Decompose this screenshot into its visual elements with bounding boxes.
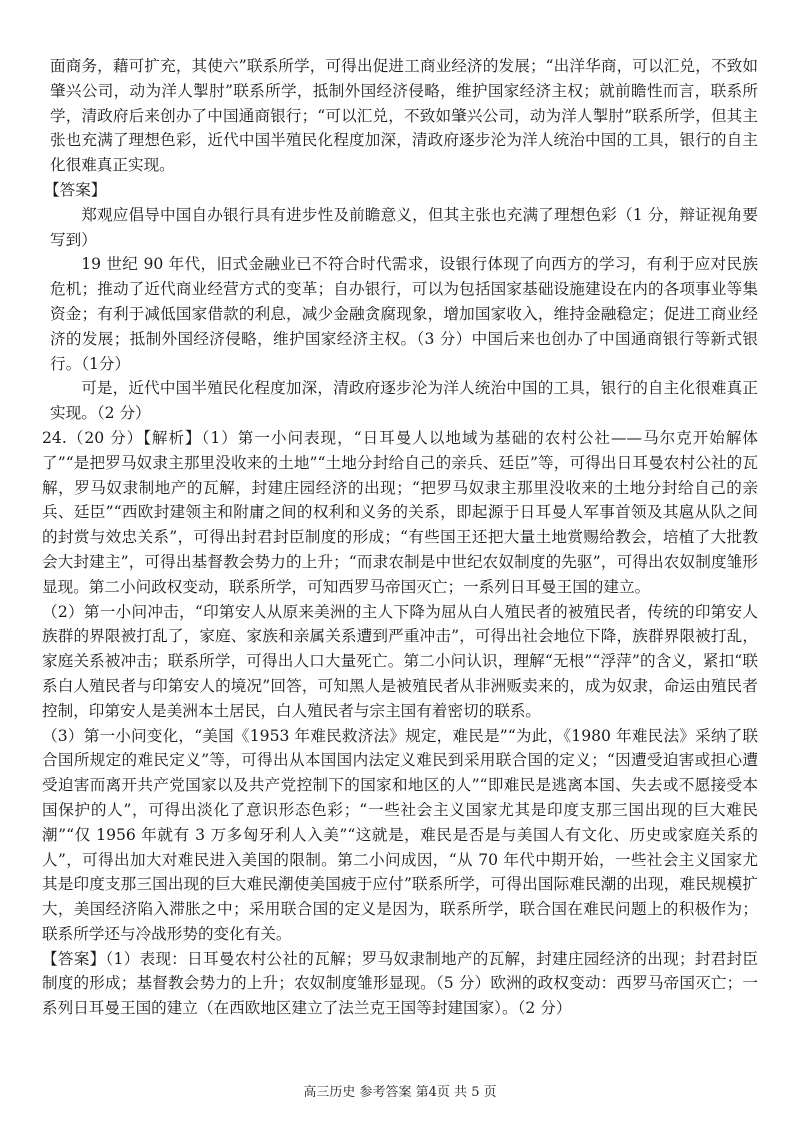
document-page (42, 54, 758, 1021)
question-24-analysis: 24.（20 分）【解析】（1）第一小问表现，“日耳曼人以地域为基础的农村公社——马尔克开始解体了”“是把罗马奴隶主那里没收来的土地”“土地分封给自己的亲兵、廷臣”等，可得出日耳曼农村公社的瓦解，罗马奴隶制地产的瓦解，封建庄园经济的出现；“把罗马奴隶主那里没收来的土地分封给自己的亲兵、廷臣”“西欧封建领主和附庸之间的权利和义务的关系，即起源于日耳曼人军事首领及其扈从队之间的封赏与效忠关系”，可得出封君封臣制度的形成；“有些国王还把大量土地赏赐给教会，培植了大批教会大封建主”，可得出基督教会势力的上升；“而隶农制是中世纪农奴制度的先驱”，可得出农奴制度雏形显现。第二小问政权变动，联系所学，可知西罗马帝国灭亡；一系列日耳曼王国的建立。 (42, 428, 758, 596)
question-24-part-3: （3）第一小问变化，“美国《1953 年难民救济法》规定，难民是”“为此，《1980 年难民法》采纳了联合国所规定的难民定义”等，可得出从本国国内法定义难民到采用联合国的定义；“因遭受迫害或担心遭受迫害而离开共产党国家以及共产党控制下的国家和地区的人”“即难民是逃离本国、失去或不愿接受本国保护的人”，可得出淡化了意识形态色彩；“一些社会主义国家尤其是印度支那三国出现的巨大难民潮”“仅 1956 年就有 3 万多匈牙利人入美”“这就是，难民是否是与美国人有文化、历史或家庭关系的人”，可得出加大对难民进入美国的限制。第二小问成因，“从 70 年代中期开始，一些社会主义国家尤其是印度支那三国出现的巨大难民潮使美国疲于应付”联系所学，可得出国际难民潮的出现，难民规模扩大，美国经济陷入滞胀之中；采用联合国的定义是因为，联系所学，联合国在难民问题上的积极作为；联系所学还与冷战形势的变化有关。 (42, 726, 758, 943)
answer-heading: 【答案】 (44, 180, 107, 199)
paragraph-analysis-continued: 面商务，藉可扩充，其使六”联系所学，可得出促进工商业经济的发展；“出洋华商，可以汇兑，不致如肇兴公司，动为洋人掣肘”联系所学，抵制外国经济侵略，维护国家经济主权；就前瞻性而言，联系所学，清政府后来创办了中国通商银行；“可以汇兑，不致如肇兴公司，动为洋人掣肘”联系所学，但其主张也充满了理想色彩，近代中国半殖民化程度加深，清政府逐步沦为洋人统治中国的工具，银行的自主化很难真正实现。 (50, 57, 758, 175)
question-24-answer: 【答案】（1）表现：日耳曼农村公社的瓦解；罗马奴隶制地产的瓦解，封建庄园经济的出现；封君封臣制度的形成；基督教会势力的上升；农奴制度雏形显现。（5 分）欧洲的政权变动：西罗马帝国灭亡；一系列日耳曼王国的建立（在西欧地区建立了法兰克王国等封建国家）。（2 分） (42, 949, 758, 1018)
answer-paragraph-1: 郑观应倡导中国自办银行具有进步性及前瞻意义，但其主张也充满了理想色彩（1 分，辩证视角要写到） (50, 205, 758, 249)
page-footer: 高三历史 参考答案 第4页 共 5 页 (303, 1085, 497, 1100)
question-24-part-2: （2）第一小问冲击，“印第安人从原来美洲的主人下降为屈从白人殖民者的被殖民者，传统的印第安人族群的界限被打乱了，家庭、家族和亲属关系遭到严重冲击”，可得出社会地位下降，族群界限被打乱，家庭关系被冲击；联系所学，可得出人口大量死亡。第二小问认识，理解“无根”“浮萍”的含义，紧扣“联系白人殖民者与印第安人的境况”回答，可知黑人是被殖民者从非洲贩卖来的，成为奴隶，命运由殖民者控制，印第安人是美洲本土居民，白人殖民者与宗主国有着密切的联系。 (42, 602, 758, 720)
answer-paragraph-3: 可是，近代中国半殖民化程度加深，清政府逐步沦为洋人统治中国的工具，银行的自主化很难真正实现。（2 分） (50, 379, 758, 423)
answer-paragraph-2: 19 世纪 90 年代，旧式金融业已不符合时代需求，设银行体现了向西方的学习，有利于应对民族危机；推动了近代商业经营方式的变革；自办银行，可以为包括国家基础设施建设在内的各项事业等集资金；有利于减低国家借款的利息，减少金融贪腐现象，增加国家收入，维持金融稳定；促进工商业经济的发展；抵制外国经济侵略，维护国家经济主权。（3 分）中国后来也创办了中国通商银行等新式银行。（1分） (50, 255, 758, 373)
